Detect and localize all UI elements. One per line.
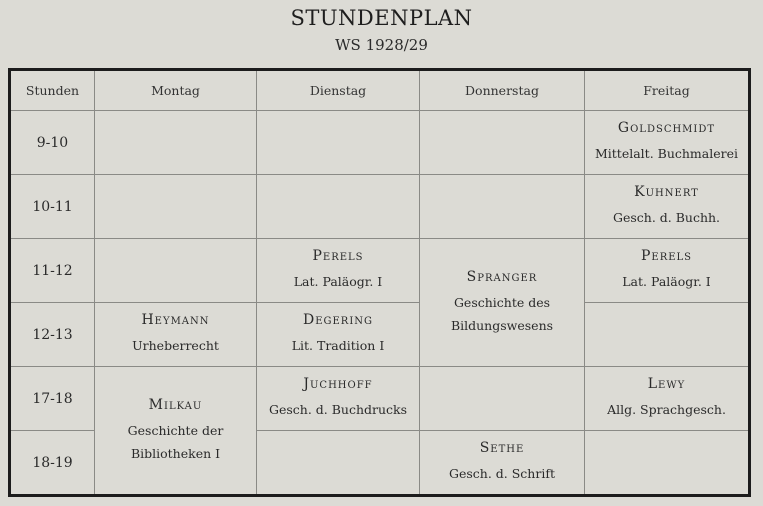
course-cell xyxy=(257,303,420,367)
time-cell: 9-10 xyxy=(10,111,95,175)
course-subject: Geschichte des Bildungswesens xyxy=(450,294,554,333)
course-subject: Mittelalt. Buchmalerei xyxy=(594,146,739,161)
lecturer-name: Sethe xyxy=(479,440,525,456)
empty-cell xyxy=(257,431,420,496)
table-row xyxy=(10,175,750,239)
table-row xyxy=(10,111,750,175)
time-cell: 12-13 xyxy=(10,303,95,367)
course-subject: Urheberrecht xyxy=(132,338,219,353)
course-subject: Allg. Sprachgesch. xyxy=(607,402,726,417)
header-donnerstag: Donnerstag xyxy=(420,70,585,111)
course-subject: Geschichte der Bibliotheken I xyxy=(127,422,224,461)
empty-cell xyxy=(257,175,420,239)
course-subject: Gesch. d. Schrift xyxy=(449,466,555,481)
empty-cell xyxy=(420,111,585,175)
lecturer-name: Spranger xyxy=(466,268,538,285)
table-row xyxy=(10,367,750,431)
empty-cell xyxy=(95,111,257,175)
lecturer-name: Goldschmidt xyxy=(617,120,716,136)
header-row xyxy=(10,70,750,111)
lecturer-name: Perels xyxy=(312,248,364,264)
header-stunden: Stunden xyxy=(10,70,95,111)
empty-cell xyxy=(420,367,585,431)
course-cell xyxy=(585,111,750,175)
course-subject: Gesch. d. Buchh. xyxy=(612,210,721,225)
lecturer-name: Perels xyxy=(640,248,693,264)
empty-cell xyxy=(420,175,585,239)
empty-cell xyxy=(257,111,420,175)
course-cell xyxy=(585,175,750,239)
course-subject: Lat. Paläogr. I xyxy=(293,274,383,289)
header-dienstag: Dienstag xyxy=(257,70,420,111)
empty-cell xyxy=(585,303,750,367)
course-cell xyxy=(257,367,420,431)
course-cell xyxy=(257,239,420,303)
lecturer-name: Heymann xyxy=(141,312,210,328)
course-cell xyxy=(95,303,257,367)
course-subject: Gesch. d. Buchdrucks xyxy=(268,402,408,417)
course-cell xyxy=(420,431,585,496)
time-cell: 17-18 xyxy=(10,367,95,431)
lecturer-name: Kuhnert xyxy=(634,184,699,200)
time-cell: 10-11 xyxy=(10,175,95,239)
table-row xyxy=(10,303,750,367)
time-cell: 11-12 xyxy=(10,239,95,303)
course-cell xyxy=(420,239,585,367)
page-title: STUNDENPLAN xyxy=(290,6,473,30)
course-cell xyxy=(585,367,750,431)
empty-cell xyxy=(585,431,750,496)
lecturer-name: Milkau xyxy=(148,396,203,413)
empty-cell xyxy=(95,175,257,239)
timetable xyxy=(8,68,751,497)
course-subject: Lat. Paläogr. I xyxy=(622,274,711,289)
empty-cell xyxy=(95,239,257,303)
table-row xyxy=(10,239,750,303)
header-freitag: Freitag xyxy=(585,70,750,111)
course-cell xyxy=(585,239,750,303)
course-cell xyxy=(95,367,257,496)
lecturer-name: Juchhoff xyxy=(303,376,373,392)
header-montag: Montag xyxy=(95,70,257,111)
lecturer-name: Lewy xyxy=(647,376,686,392)
semester-subtitle: WS 1928/29 xyxy=(335,36,428,54)
lecturer-name: Degering xyxy=(302,312,374,328)
course-subject: Lit. Tradition I xyxy=(291,338,385,353)
time-cell: 18-19 xyxy=(10,431,95,496)
